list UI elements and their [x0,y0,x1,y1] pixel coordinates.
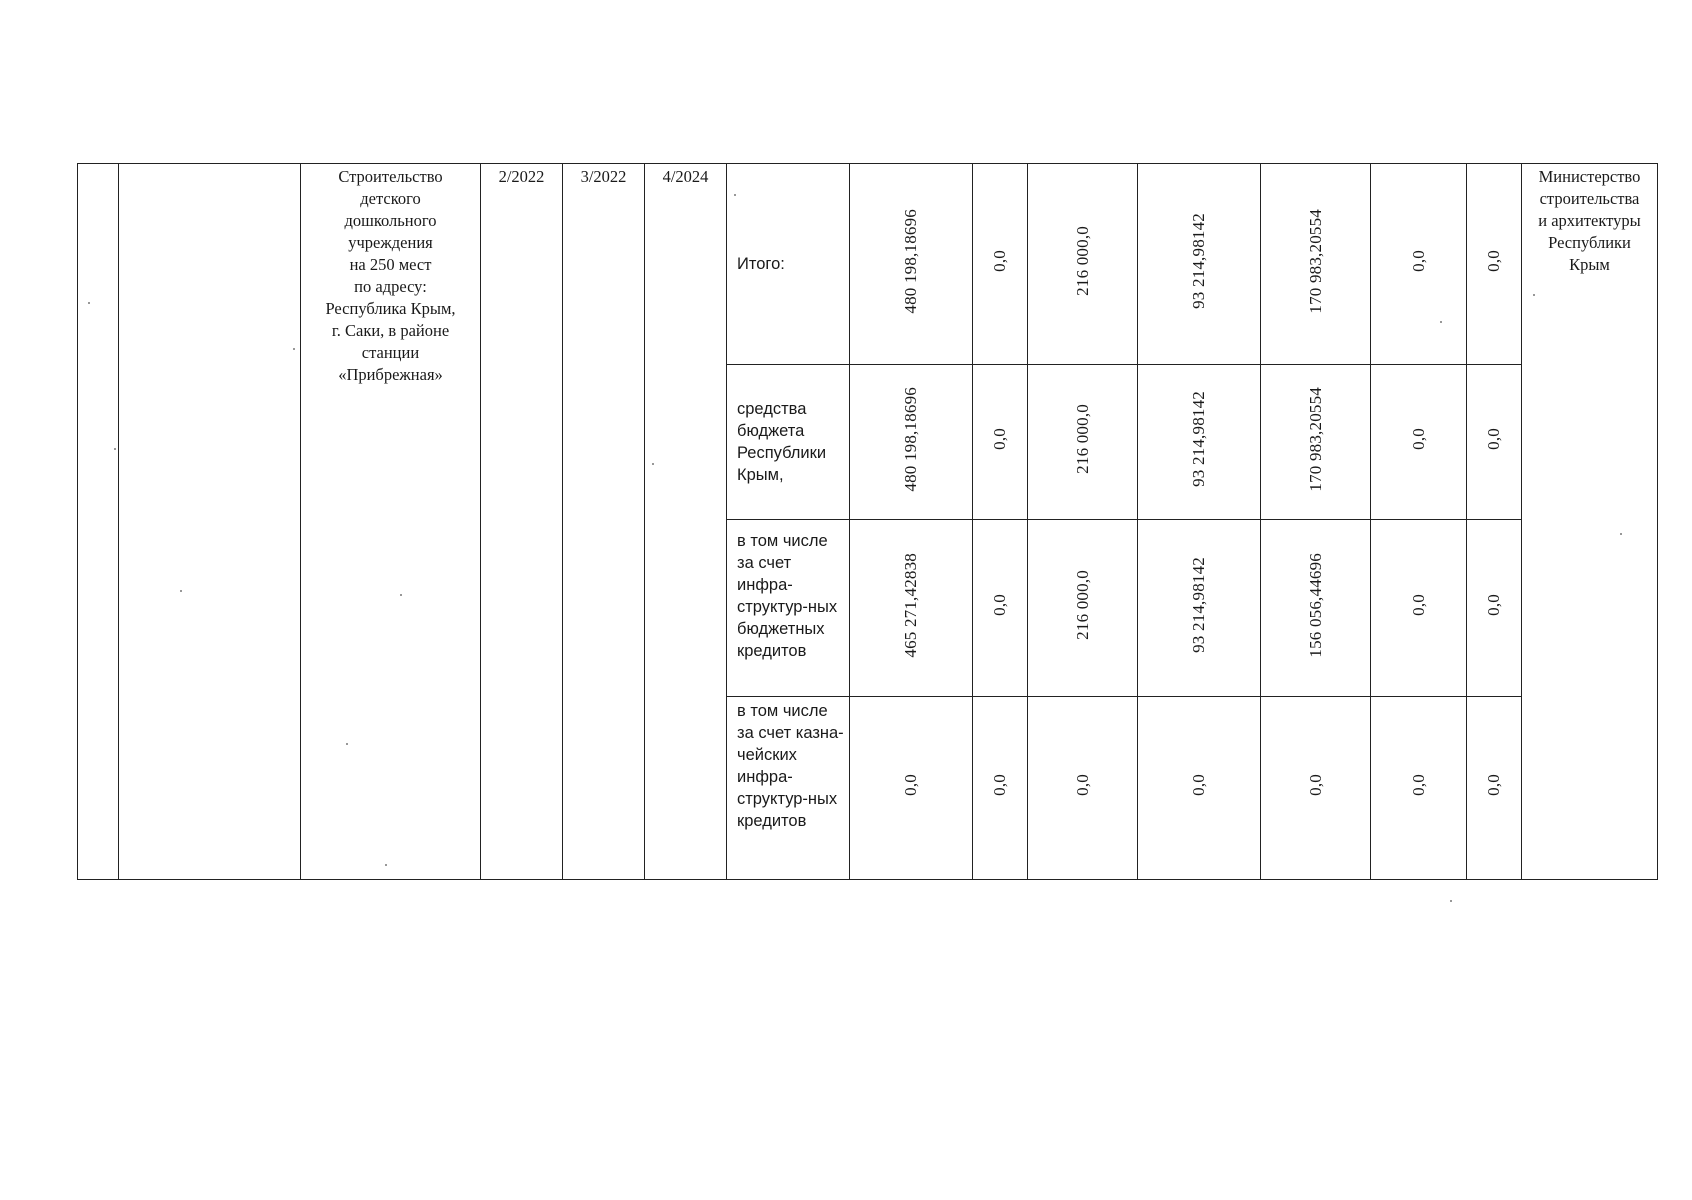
scan-speck [1450,900,1452,902]
value-cell: 0,0 [1467,164,1522,365]
value-cell: 0,0 [1467,697,1522,880]
value-cell: 93 214,98142 [1138,520,1261,697]
value-cell: 0,0 [1371,520,1467,697]
stage-middle: 3/2022 [563,164,645,880]
value-cell: 93 214,98142 [1138,164,1261,365]
number-cell [78,164,119,880]
scan-speck [88,302,90,304]
budget-table [77,163,1658,880]
scan-speck [180,590,182,592]
stage-start: 2/2022 [481,164,563,880]
scan-speck [1533,294,1535,296]
value-cell: 170 983,20554 [1261,365,1371,520]
value-cell: 0,0 [973,365,1028,520]
value-cell: 0,0 [973,697,1028,880]
program-cell [119,164,301,880]
value-cell: 156 056,44696 [1261,520,1371,697]
value-cell: 0,0 [973,520,1028,697]
value-cell: 216 000,0 [1028,520,1138,697]
value-cell: 93 214,98142 [1138,365,1261,520]
scan-speck [346,743,348,745]
value-cell: 480 198,18696 [850,365,973,520]
value-cell: 0,0 [1371,164,1467,365]
table-row [78,164,1658,365]
row-label: в том числе за счет инфра-структур-ных бюджетных кредитов [727,520,850,697]
responsible-executor: Министерство строительства и архитектуры Республики Крым [1522,164,1658,880]
value-cell: 216 000,0 [1028,164,1138,365]
value-cell: 216 000,0 [1028,365,1138,520]
stage-end: 4/2024 [645,164,727,880]
value-cell: 480 198,18696 [850,164,973,365]
value-cell: 0,0 [1467,365,1522,520]
scan-speck [400,594,402,596]
value-cell: 465 271,42838 [850,520,973,697]
scan-speck [1620,533,1622,535]
value-cell: 0,0 [1028,697,1138,880]
row-label: в том числе за счет казна-чейских инфра-структур-ных кредитов [727,697,850,880]
row-label: средства бюджета Республики Крым, [727,365,850,520]
value-cell: 0,0 [973,164,1028,365]
value-cell: 0,0 [1371,697,1467,880]
value-cell: 0,0 [1261,697,1371,880]
value-cell: 0,0 [1371,365,1467,520]
scan-speck [293,348,295,350]
scan-speck [385,864,387,866]
scan-speck [1440,321,1442,323]
value-cell: 0,0 [1138,697,1261,880]
object-name: Строительство детского дошкольного учреждения на 250 мест по адресу: Республика Крым, г. Саки, в районе станции «Прибрежная» [301,164,481,880]
value-cell: 170 983,20554 [1261,164,1371,365]
value-cell: 0,0 [1467,520,1522,697]
row-label: Итого: [727,164,850,365]
scan-speck [734,194,736,196]
scan-speck [114,448,116,450]
value-cell: 0,0 [850,697,973,880]
scan-speck [652,463,654,465]
